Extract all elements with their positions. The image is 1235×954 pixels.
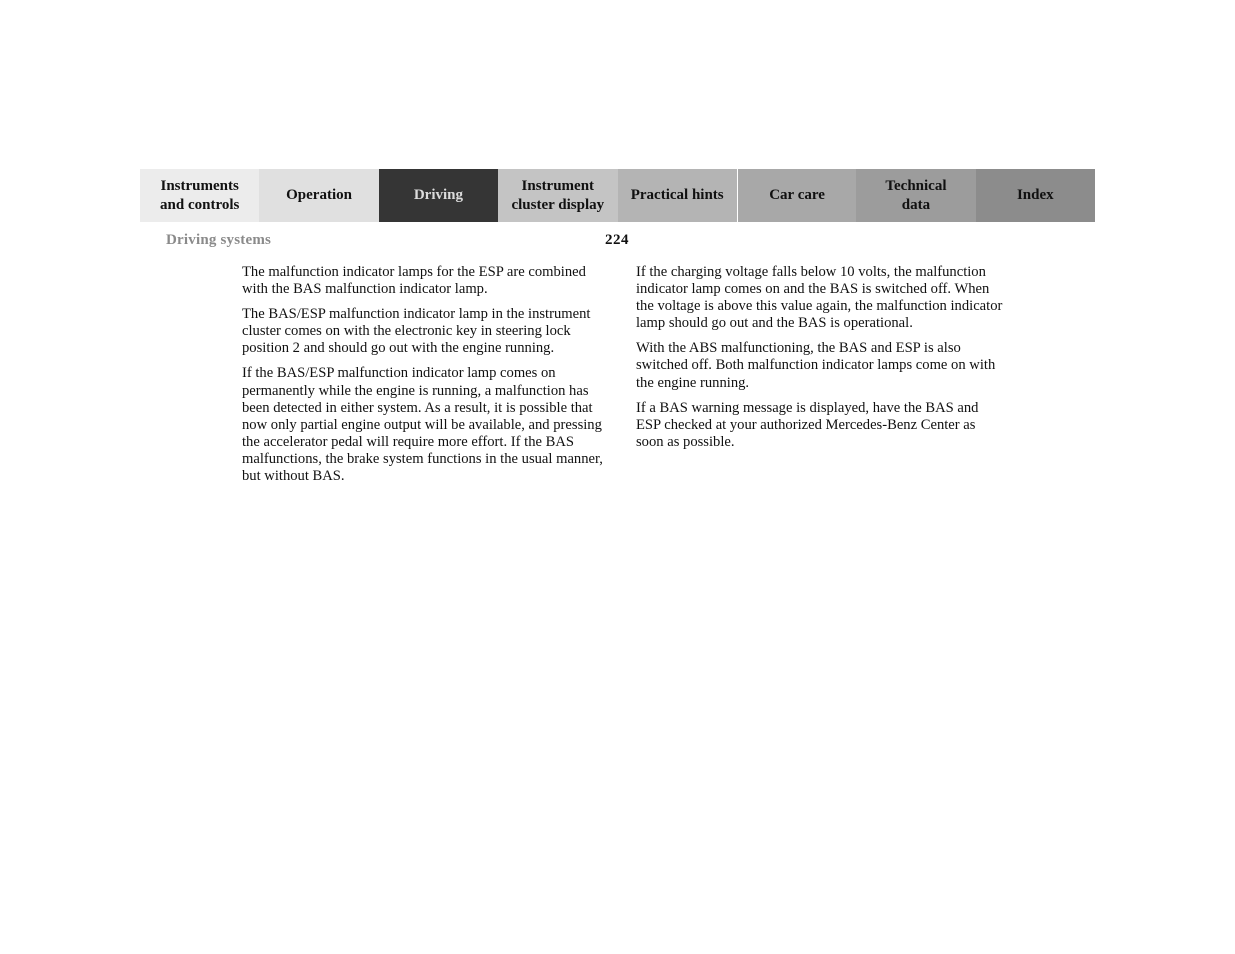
text-column-right: [636, 264, 1006, 459]
text-column-left: [242, 264, 614, 493]
paragraph: If the charging voltage falls below 10 volts, the malfunction indicator lamp comes on and the BAS is switched off. When the voltage is above this value again, the malfunction indicator lamp should go out and the BAS is operational.: [636, 264, 1003, 332]
paragraph: If a BAS warning message is displayed, have the BAS and ESP checked at your authorized Mercedes-Benz Center as soon as possible.: [636, 399, 979, 450]
chapter-tab-bar: [140, 169, 1095, 222]
section-title: Driving systems: [166, 232, 272, 248]
tab-index[interactable]: Index: [976, 169, 1095, 222]
tab-technical-data[interactable]: Technical data: [856, 169, 975, 222]
tab-instruments-and-controls[interactable]: Instruments and controls: [140, 169, 259, 222]
tab-instrument-cluster-display[interactable]: Instrument cluster display: [498, 169, 617, 222]
tab-car-care[interactable]: Car care: [737, 169, 856, 222]
paragraph: With the ABS malfunctioning, the BAS and ESP is also switched off. Both malfunction indicator lamps come on with the engine running.: [636, 340, 996, 391]
tab-driving[interactable]: Driving: [379, 169, 498, 222]
paragraph: If the BAS/ESP malfunction indicator lamp comes on permanently while the engine is running, a malfunction has been detected in either system. As a result, it is possible that now only partial engine output will be available, and pressing the accelerator pedal will require more effort. If the BAS malfunctions, the brake system functions in the usual manner, but without BAS.: [242, 365, 603, 485]
page-number: 224: [605, 232, 629, 248]
tab-operation[interactable]: Operation: [259, 169, 378, 222]
paragraph: The malfunction indicator lamps for the ESP are combined with the BAS malfunction indicator lamp.: [242, 264, 586, 298]
paragraph: The BAS/ESP malfunction indicator lamp in the instrument cluster comes on with the electronic key in steering lock position 2 and should go out with the engine running.: [242, 306, 591, 357]
tab-practical-hints[interactable]: Practical hints: [618, 169, 737, 222]
